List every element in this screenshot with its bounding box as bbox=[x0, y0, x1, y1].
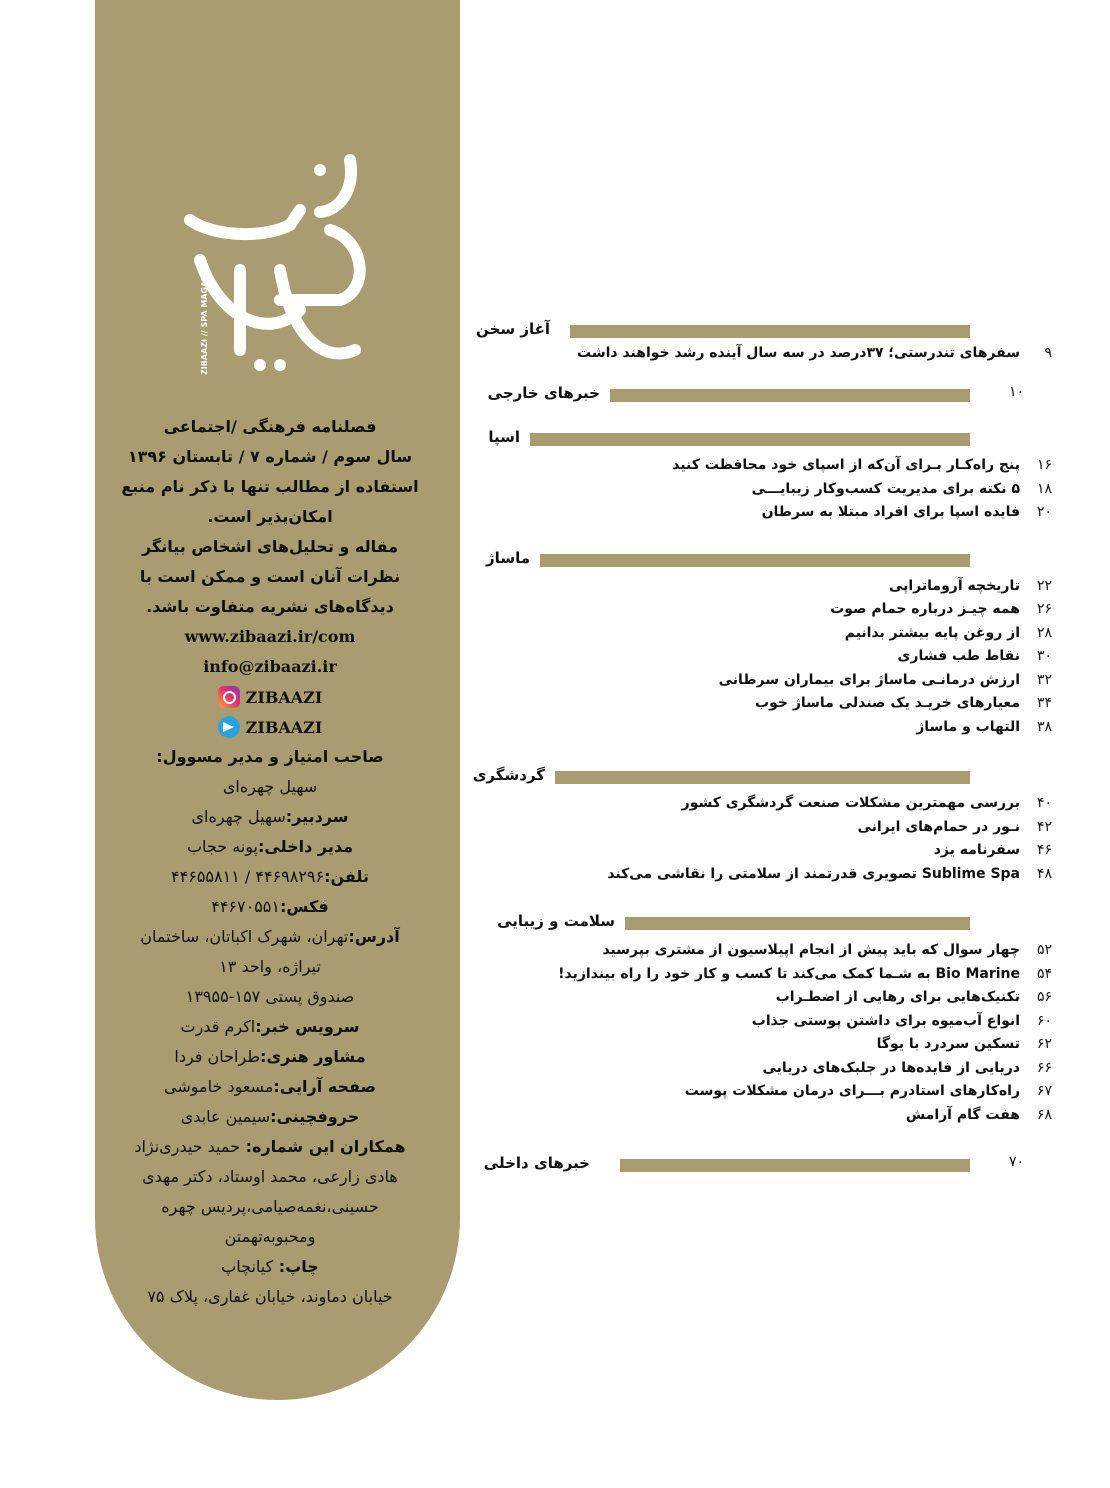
toc-item[interactable] bbox=[520, 691, 1052, 715]
page-number: ۹ bbox=[1044, 345, 1052, 361]
toc-item[interactable] bbox=[520, 500, 1052, 524]
address-line: تهران، شهرک اکباتان، ساختمان bbox=[140, 927, 349, 946]
toc-item-title: فایده اسپا برای افراد مبتلا به سرطان bbox=[761, 504, 1020, 520]
toc-item[interactable] bbox=[520, 862, 1052, 886]
page-number: ۲۲ bbox=[1036, 578, 1052, 594]
toc-item-title: نـور در حمام‌های ایرانی bbox=[857, 819, 1020, 835]
print-label: چاپ: bbox=[278, 1257, 319, 1276]
page-number: ۴۲ bbox=[1036, 819, 1052, 835]
manager-label: مدیر داخلی: bbox=[257, 837, 354, 856]
page-number: ۷۰ bbox=[1008, 1154, 1024, 1170]
toc-item-title: Bio Marine به شـما کمک می‌کند تا کسب و کار خود را راه بیندازید! bbox=[558, 966, 1020, 982]
section-header bbox=[480, 549, 1000, 573]
toc-item[interactable] bbox=[520, 815, 1052, 839]
owner-name: سهیل چهره‌ای bbox=[222, 777, 318, 796]
page-number: ۶۰ bbox=[1036, 1013, 1052, 1029]
section-header bbox=[480, 912, 1000, 936]
toc-item-title: چهار سوال که باید پیش از انجام اپیلاسیون از مشتری بپرسید bbox=[602, 942, 1020, 958]
contrib-names: حسینی،نغمه‌صیامی،پردیس چهره bbox=[161, 1197, 379, 1216]
page-number: ۳۰ bbox=[1036, 648, 1052, 664]
masthead-info bbox=[100, 412, 440, 1312]
contrib-names: حمید حیدری‌نژاد bbox=[134, 1137, 241, 1156]
toc-item-title: تکنیک‌هایی برای رهایی از اضطـراب bbox=[775, 989, 1020, 1005]
toc-item-title: پنج راه‌کـار بـرای آن‌که از اسپای خود محافظت کنید bbox=[672, 457, 1020, 473]
page-number: ۶۸ bbox=[1036, 1107, 1052, 1123]
toc-item[interactable] bbox=[520, 1009, 1052, 1033]
section-title: سلامت و زیبایی bbox=[497, 912, 615, 930]
telegram-label: ZIBAAZI bbox=[245, 717, 323, 737]
art-name: طراحان فردا bbox=[174, 1047, 261, 1066]
print-name: کیانچاپ bbox=[221, 1257, 274, 1276]
toc-item[interactable] bbox=[520, 341, 1052, 365]
page-number: ۴۸ bbox=[1036, 866, 1052, 882]
section-title: آغاز سخن bbox=[476, 320, 550, 338]
toc-item-title: تسکین سردرد با یوگا bbox=[876, 1036, 1020, 1052]
owner-label: صاحب امتیاز و مدیر مسوول: bbox=[156, 747, 384, 766]
page-number: ۵۶ bbox=[1036, 989, 1052, 1005]
toc-item[interactable] bbox=[520, 985, 1052, 1009]
editor-label: سردبیر: bbox=[285, 807, 349, 826]
page-number: ۳۸ bbox=[1036, 719, 1052, 735]
layout-name: مسعود خاموشی bbox=[164, 1077, 274, 1096]
toc-item[interactable] bbox=[520, 938, 1052, 962]
info-line: نظرات آنان است و ممکن است با bbox=[139, 567, 401, 586]
contrib-names: هادی زارعی، محمد اوستاد، دکتر مهدی bbox=[142, 1167, 398, 1186]
typeset-name: سیمین عابدی bbox=[180, 1107, 271, 1126]
toc-item[interactable] bbox=[520, 1032, 1052, 1056]
section-bar bbox=[570, 325, 970, 338]
toc-item[interactable] bbox=[520, 962, 1052, 986]
page-number: ۶۶ bbox=[1036, 1060, 1052, 1076]
info-line: استفاده از مطالب تنها با ذکر نام منبع bbox=[121, 477, 419, 496]
fax-value: ۴۴۶۷۰۵۵۱ bbox=[211, 897, 280, 916]
toc-item[interactable] bbox=[520, 453, 1052, 477]
toc-item-title: راه‌کارهای استادرم بـــرای درمان مشکلات پوست bbox=[684, 1083, 1020, 1099]
page-number: ۱۰ bbox=[1008, 384, 1024, 400]
toc-item[interactable] bbox=[520, 597, 1052, 621]
telegram-handle[interactable] bbox=[100, 712, 440, 742]
info-line: مقاله و تحلیل‌های اشخاص بیانگر bbox=[141, 537, 399, 556]
phone-value: ۴۴۶۹۸۲۹۶ / ۴۴۶۵۵۸۱۱ bbox=[171, 867, 325, 886]
layout-label: صفحه آرایی: bbox=[273, 1077, 376, 1096]
info-line: فصلنامه فرهنگی /اجتماعی bbox=[163, 417, 377, 436]
page-number: ۱۶ bbox=[1036, 457, 1052, 473]
section-title: خبرهای داخلی bbox=[483, 1154, 590, 1172]
info-line: سال سوم / شماره ۷ / تابستان ۱۳۹۶ bbox=[127, 447, 413, 466]
toc-item[interactable] bbox=[520, 668, 1052, 692]
pobox: صندوق پستی ۱۵۷-۱۳۹۵۵ bbox=[185, 987, 355, 1006]
toc-item[interactable] bbox=[520, 621, 1052, 645]
page-number: ۲۸ bbox=[1036, 625, 1052, 641]
toc-item-title: معیارهای خریـد یک صندلی ماساژ خوب bbox=[755, 695, 1020, 711]
toc-item-title: انواع آب‌میوه برای داشتن پوستی جذاب bbox=[751, 1013, 1020, 1029]
section-bar bbox=[625, 917, 970, 930]
section-header bbox=[480, 384, 1024, 408]
logo-english-text: ZIBAAZI // SPA MAGAZINE bbox=[200, 259, 209, 375]
instagram-label: ZIBAAZI bbox=[245, 687, 323, 707]
toc-item-title: التهاب و ماساژ bbox=[916, 719, 1020, 735]
toc-item-title: از روغن پایه بیشتر بدانیم bbox=[844, 625, 1020, 641]
toc-item-title: تاریخچه آروماتراپی bbox=[888, 578, 1020, 594]
toc-item-title: Sublime Spa تصویری قدرتمند از سلامتی را نقاشی می‌کند bbox=[607, 866, 1020, 882]
page-number: ۱۸ bbox=[1036, 481, 1052, 497]
toc-item-title: هفت گام آرامش bbox=[905, 1107, 1020, 1123]
section-header bbox=[472, 766, 1000, 790]
toc-item[interactable] bbox=[520, 644, 1052, 668]
instagram-icon bbox=[218, 686, 240, 708]
toc-item[interactable] bbox=[520, 715, 1052, 739]
typeset-label: حروفچینی: bbox=[270, 1107, 360, 1126]
info-line: دیدگاه‌های نشریه متفاوت باشد. bbox=[146, 597, 394, 616]
toc-item[interactable] bbox=[520, 1056, 1052, 1080]
toc-item[interactable] bbox=[520, 574, 1052, 598]
section-title: گردشگری bbox=[472, 766, 545, 784]
toc-item[interactable] bbox=[520, 1079, 1052, 1103]
section-title: خبرهای خارجی bbox=[487, 384, 600, 402]
manager-name: پونه حجاب bbox=[186, 837, 258, 856]
toc-item-title: ۵ نکته برای مدیریت کسب‌وکار زیبایـــی bbox=[751, 481, 1020, 497]
telegram-icon bbox=[218, 716, 240, 738]
address-line: تیراژه، واحد ۱۳ bbox=[219, 957, 321, 976]
toc-item[interactable] bbox=[520, 791, 1052, 815]
page-number: ۶۷ bbox=[1036, 1083, 1052, 1099]
toc-item[interactable] bbox=[520, 1103, 1052, 1127]
toc-item[interactable] bbox=[520, 838, 1052, 862]
toc-item-title: ارزش درمانـی ماساژ برای بیماران سرطانی bbox=[718, 672, 1020, 688]
section-title: اسپا bbox=[488, 428, 520, 446]
section-header bbox=[480, 428, 1000, 452]
toc-item[interactable] bbox=[520, 477, 1052, 501]
section-bar bbox=[555, 771, 970, 784]
print-address: خیابان دماوند، خیابان غفاری، پلاک ۷۵ bbox=[147, 1287, 393, 1306]
toc-item-title: همه چیـز درباره حمام صوت bbox=[830, 601, 1020, 617]
page-number: ۴۰ bbox=[1036, 795, 1052, 811]
instagram-handle[interactable] bbox=[100, 682, 440, 712]
toc-item-title: سفرهای تندرستی؛ ۳۷درصد در سه سال آینده رشد خواهند داشت bbox=[577, 345, 1020, 361]
address-label: آدرس: bbox=[348, 927, 400, 946]
page-number: ۵۴ bbox=[1036, 966, 1052, 982]
toc-item-title: دریایی از فایده‌ها در جلبک‌های دریایی bbox=[762, 1060, 1020, 1076]
section-title: ماساژ bbox=[486, 549, 530, 567]
editor-name: سهیل چهره‌ای bbox=[191, 807, 286, 826]
news-name: اکرم قدرت bbox=[180, 1017, 256, 1036]
section-bar bbox=[610, 389, 970, 402]
contrib-names: ومحبوبه‌تهمتن bbox=[224, 1227, 316, 1246]
news-label: سرویس خبر: bbox=[255, 1017, 360, 1036]
section-bar bbox=[620, 1159, 970, 1172]
email-link[interactable]: info@zibaazi.ir bbox=[203, 657, 337, 676]
toc-item-title: بررسی مهمترین مشکلات صنعت گردشگری کشور bbox=[681, 795, 1020, 811]
phone-label: تلفن: bbox=[324, 867, 369, 886]
page-number: ۵۲ bbox=[1036, 942, 1052, 958]
page-number: ۲۰ bbox=[1036, 504, 1052, 520]
toc-item-title: سفرنامه یزد bbox=[933, 842, 1020, 858]
fax-label: فکس: bbox=[279, 897, 329, 916]
contrib-label: همکاران این شماره: bbox=[245, 1137, 406, 1156]
page-number: ۲۶ bbox=[1036, 601, 1052, 617]
page-number: ۴۶ bbox=[1036, 842, 1052, 858]
section-header bbox=[480, 1154, 1024, 1178]
section-bar bbox=[540, 554, 970, 567]
info-line: امکان‌پذیر است. bbox=[207, 507, 333, 526]
page-number: ۶۲ bbox=[1036, 1036, 1052, 1052]
page-number: ۳۴ bbox=[1036, 695, 1052, 711]
page-number: ۳۲ bbox=[1036, 672, 1052, 688]
website-link[interactable]: www.zibaazi.ir/com bbox=[184, 627, 356, 646]
art-label: مشاور هنری: bbox=[260, 1047, 366, 1066]
section-bar bbox=[530, 433, 970, 446]
toc-item-title: نقاط طب فشاری bbox=[897, 648, 1020, 664]
